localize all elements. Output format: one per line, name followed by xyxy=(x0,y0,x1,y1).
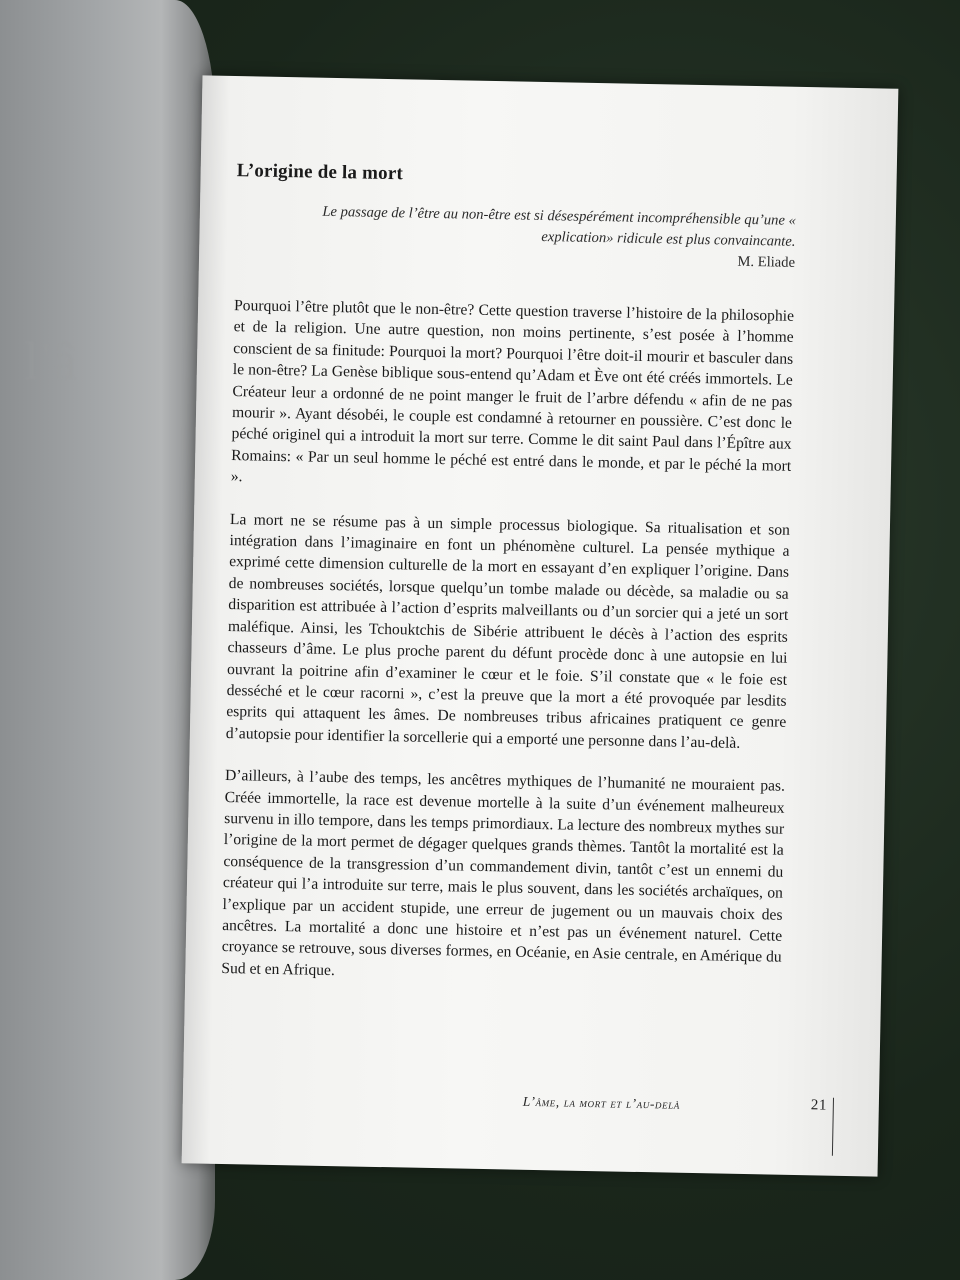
chapter-title: L’origine de la mort xyxy=(236,160,404,185)
paragraph-2: La mort ne se résume pas à un simple processus biologique. Sa ritualisation et son intégration dans l’imaginaire en font un phénomène culturel. La pensée mythique a exprimé cette dimension culturelle de la mort en essayant d’en expliquer l’origine. Dans de nombreuses sociétés, lorsque quelqu’un tombe malade ou décède, sa maladie ou sa disparition est attribuée à l’action d’esprits malveillants ou d’un sorcier qui a jeté un sort maléfique. Ainsi, les Tchouktchis de Sibérie attribuent le décès à l’action des esprits chasseurs d’âme. Le plus proche parent du défunt procède donc à une autopsie en lui ouvrant la poitrine afin d’examiner le cœur et le foie. S’il constate que « le foie est desséché et le cœur racorni », c’est la preuve que la mort a été provoquée par lesdits esprits qui attaquent les âmes. De nombreuses tribus africaines pratiquent ce genre d’autopsie pour identifier la sorcellerie qui a emporté une personne dans l’au-delà. xyxy=(225,510,791,752)
epigraph-quote: Le passage de l’être au non-être est si désespérément incompréhensible qu’une « explication» ridicule est plus convaincante. xyxy=(322,203,796,250)
left-page-bleed-text: l'â xyxy=(24,331,79,391)
right-page xyxy=(182,75,899,1176)
paragraph-1: Pourquoi l’être plutôt que le non-être? Cette question traverse l’histoire de la philosophie et de la religion. Une autre question, non moins pertinente, s’est posée à l’homme conscient de sa finitude: Pourquoi la mort? Pourquoi l’être doit-il mourir et basculer dans le non-être? La Genèse biblique sous-entend qu’Adam et Ève ont été créés immortels. Le Créateur leur a ordonné de ne point manger le fruit de l’arbre défendu « afin de ne pas mourir ». Ayant désobéi, le couple est condamné à retourner en poussière. C’est donc le péché originel qui a introduit la mort sur terre. Comme le dit saint Paul dans l’Épître aux Romains: « Par un seul homme le péché est entré dans le monde, et par le péché la mort ». xyxy=(230,297,795,486)
paragraph-3: D’ailleurs, à l’aube des temps, les ancêtres mythiques de l’humanité ne mouraient pas. Créée immortelle, la race est devenue mortelle à la suite d’un événement malheureux survenu in illo tempore, dans les temps primordiaux. La lecture des nombreux mythes sur l’origine de la mort permet de dégager quelques grands thèmes. Tantôt la mortalité est la conséquence de la transgression d’un commandement divin, tantôt c’est un ennemi du créateur qui l’a introduite sur terre, mais le plus souvent, dans les sociétés archaïques, on l’explique par un accident stupide, une erreur de jugement ou un mauvais choix des ancêtres. La mortalité a donc une histoire et n’est pas un événement naturel. Cette croyance se retrouve, sous diverses formes, en Océanie, en Asie centrale, en Amérique du Sud et en Afrique. xyxy=(221,767,786,979)
page-number: 21 xyxy=(810,1097,828,1114)
footer-rule xyxy=(832,1098,834,1156)
page-footer xyxy=(522,1093,843,1114)
page-content xyxy=(221,160,797,1011)
running-title: L’âme, la mort et l’au-delà xyxy=(522,1093,681,1112)
epigraph-author: M. Eliade xyxy=(737,253,796,271)
